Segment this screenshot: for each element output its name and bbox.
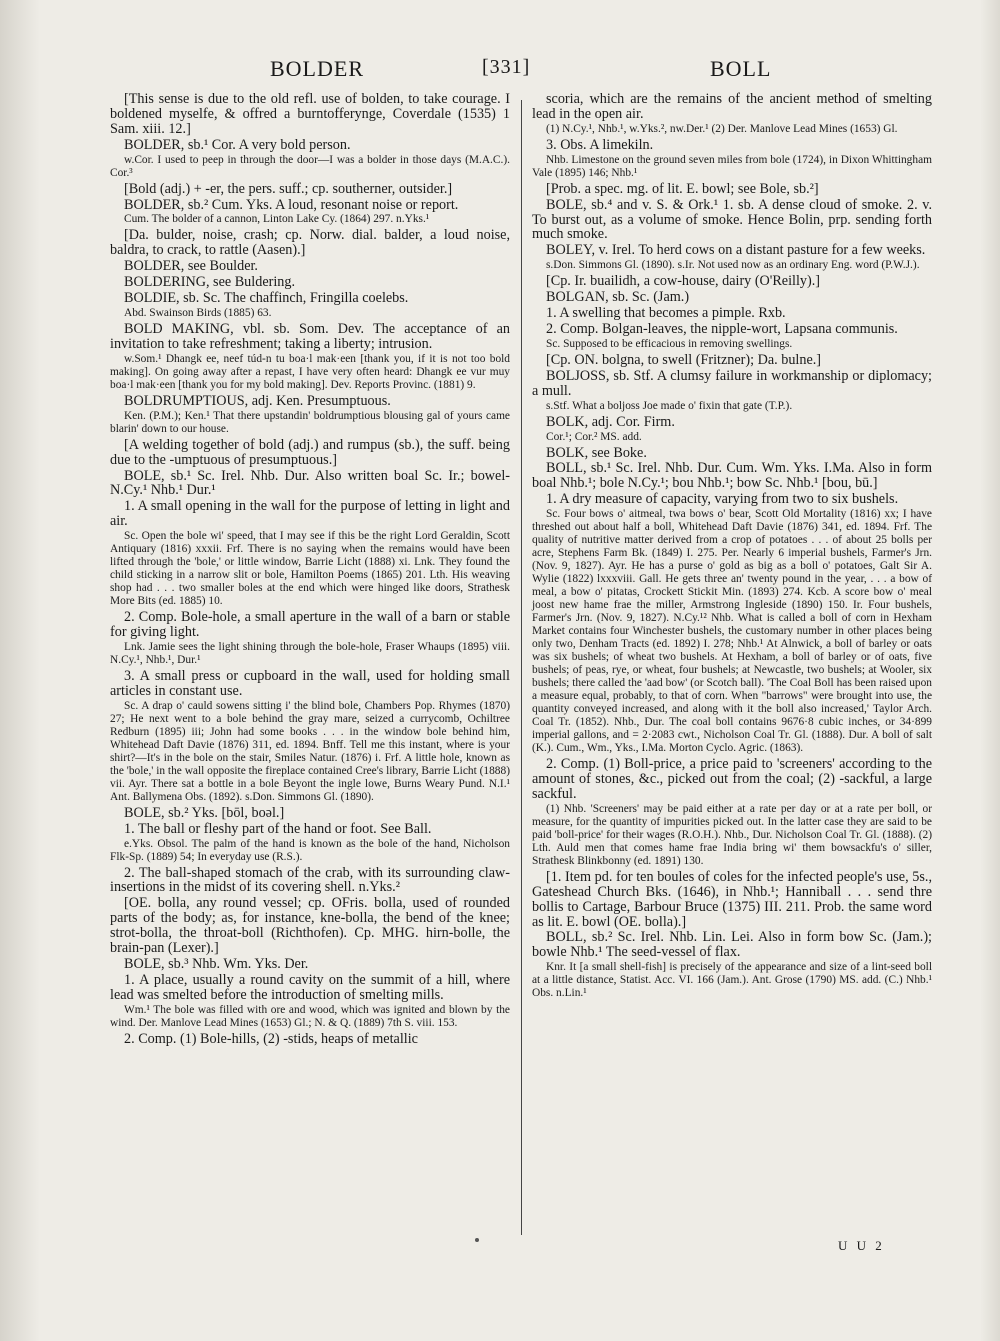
entry-paragraph: BOLDER, sb.² Cum. Yks. A loud, resonant noise or report. — [124, 196, 459, 213]
entry-paragraph: BOLD MAKING, vbl. sb. Som. Dev. The acceptance of an invitation to take refreshment; taking a liberty; intrusion. — [110, 320, 510, 352]
entry-paragraph: [1. Item pd. for ten boules of coles for the infected people's use, 5s., Gateshead Church Bks. (1646), in Nhb.¹; Hanniball . . . send thre bollis to Cartage, Barbour Bruce (1375) III. 211. Prob. the same word as lit. E. bowl (OE. bolla).] — [532, 868, 932, 930]
entry-paragraph: [Cp. Ir. buailidh, a cow-house, dairy (O'Reilly).] — [546, 273, 821, 290]
page-shadow-right — [980, 0, 1000, 1341]
entry-paragraph: BOLJOSS, sb. Stf. A clumsy failure in workmanship or diplomacy; a mull. — [532, 367, 932, 399]
entry-paragraph: 1. A place, usually a round cavity on the summit of a hill, where lead was smelted before the introduction of smelting mills. — [110, 971, 510, 1003]
citation-paragraph: Abd. Swainson Birds (1885) 63. — [124, 306, 272, 319]
entry-paragraph: 2. Comp. Bole-hole, a small aperture in the wall of a barn or stable for giving light. — [110, 609, 510, 641]
citation-paragraph: w.Cor. I used to peep in through the door—I was a bolder in those days (M.A.C.). Cor.³ — [110, 153, 510, 179]
entry-paragraph: [OE. bolla, any round vessel; cp. OFris. bolla, used of rounded parts of the body; as, for instance, kne-bolla, the bend of the knee; strot-bolla, the throat-boll (Richthofen). Cp. MHG. hirn-bolle, the brain-pan (Lexer).] — [110, 895, 510, 957]
citation-paragraph: Nhb. Limestone on the ground seven miles from bole (1724), in Dixon Whittingham Vale (1895) 146; Nhb.¹ — [532, 153, 932, 179]
page-number: [331] — [482, 56, 531, 78]
signature-mark: U U 2 — [838, 1238, 885, 1253]
entry-paragraph: BOLDIE, sb. Sc. The chaffinch, Fringilla coelebs. — [124, 290, 409, 307]
entry-paragraph: BOLK, adj. Cor. Firm. — [546, 413, 675, 430]
entry-paragraph: BOLL, sb.¹ Sc. Irel. Nhb. Dur. Cum. Wm. Yks. I.Ma. Also in form boal Nhb.¹; bole N.Cy.¹; bou Nhb.¹; bow Sc. Nhb.¹ [bou, bū.] — [532, 460, 932, 492]
right-column — [532, 92, 932, 1002]
entry-paragraph: 2. Comp. (1) Boll-price, a price paid to 'screeners' according to the amount of stones, &c., picked out from the coal; (2) -sackful, a large sackful. — [532, 756, 932, 802]
citation-paragraph: s.Don. Simmons Gl. (1890). s.Ir. Not used now as an ordinary Eng. word (P.W.J.). — [546, 259, 920, 272]
entry-paragraph: BOLDER, see Boulder. — [124, 258, 258, 275]
entry-paragraph: 2. Comp. (1) Bole-hills, (2) -stids, heaps of metallic — [124, 1030, 418, 1047]
citation-paragraph: Sc. Four bows o' aitmeal, twa bows o' bear, Scott Old Mortality (1816) xx; I have threshed out about half a boll, Whitehead Daft Davie (1876) 341, ed. 1894. Frf. The quality of nutritive matter derived from a crop of potatoes . . . of about 25 bolls per acre, Stephens Farm Bk. (1849) I. 275. Per. Nearly 6 imperial bushels, Farmer's Jrn. (Nov. 9, 1827). Ayr. He has a purse o' gold as big as a boll o' potatoes, Galt Sir A. Wylie (1822) lxxxviii. Gall. He gets three an' twenty pound in the year, . . . a bow of meal, a bow o' pitatas, Crockett Stickit Min. (1893) 274. Kcb. A score bow o' meal joost new hame frae the miller, Armstrong Ingleside (1890) 150. Ir. Four bushels, Farmer's Jrn. (Nov. 9, 1827). N.Cy.¹² Nhb. What is called a boll of corn in Hexham Market contains four Winchester bushels, the customary number in other places being only two, Denham Tracts (ed. 1892) I. 278; Nhb.¹ At Alnwick, a boll of barley or oats was six bushels; of wheat two bushels. At Hexham, a boll of barley or of oats, five bushels; of peas, rye, or wheat, four bushels; at Newcastle, two bushels; at Wooler, six bushels; there called the 'aad bow' (or Scotch ball). 'The Coal Boll has been raised upon a measure equal, probably, to that of corn. When "barrows" were brought into use, the quantity conveyed increased, and along with it the boll also increased,' Taylor Arch. Coal Tr. (1852). Nhb., Dur. The coal boll contains 9676·8 cubic inches, or 34·899 imperial gallons, and = 2·2083 cwt., Nicholson Coal Tr. Gl. (1888). Dur. A boll of salt (K.). Cum., Wm., Yks., I.Ma. Morton Cyclo. Agric. (1863). — [532, 508, 932, 755]
entry-paragraph: [Prob. a spec. mg. of lit. E. bowl; see Bole, sb.²] — [546, 180, 819, 197]
citation-paragraph: e.Yks. Obsol. The palm of the hand is known as the bole of the hand, Nicholson Flk-Sp. (1889) 54; In everyday use (R.S.). — [110, 837, 510, 863]
page-shadow-left — [0, 0, 40, 1341]
citation-paragraph: w.Som.¹ Dhangk ee, neef túd-n tu boa·l mak·een [thank you, if it is not too bold making]. On going away after a repast, I have very often heard: Dhangk ee vur muy boa·l mak·een [thank you for my bold making]. Dev. Reports Provinc. (1881) 9. — [110, 352, 510, 391]
citation-paragraph: Knr. It [a small shell-fish] is precisely of the appearance and size of a lint-seed boll at a little distance, Statist. Acc. VI. 166 (Jam.). Ant. Grose (1790) MS. add. (C.) Nhb.¹ Obs. n.Lin.¹ — [532, 961, 932, 1000]
entry-paragraph: [A welding together of bold (adj.) and rumpus (sb.), the suff. being due to the -umptuous of presumptuous.] — [110, 436, 510, 468]
entry-paragraph: [Cp. ON. bolgna, to swell (Fritzner); Da. bulne.] — [546, 351, 822, 368]
citation-paragraph: Ken. (P.M.); Ken.¹ That there upstandin' boldrumptious blousing gal of yours came blarin' down to our house. — [110, 409, 510, 435]
left-column — [110, 92, 510, 1048]
entry-paragraph: BOLL, sb.² Sc. Irel. Nhb. Lin. Lei. Also in form bow Sc. (Jam.); bowle Nhb.¹ The seed-vessel of flax. — [532, 929, 932, 961]
entry-paragraph: [Bold (adj.) + -er, the pers. suff.; cp. southerner, outsider.] — [124, 180, 453, 197]
entry-paragraph: 1. A swelling that becomes a pimple. Rxb. — [546, 305, 786, 322]
entry-paragraph: 1. A dry measure of capacity, varying from two to six bushels. — [546, 491, 899, 508]
entry-paragraph: BOLGAN, sb. Sc. (Jam.) — [546, 289, 690, 306]
entry-paragraph: BOLEY, v. Irel. To herd cows on a distant pasture for a few weeks. — [546, 242, 926, 259]
entry-paragraph: [This sense is due to the old refl. use of bolden, to take courage. I boldened myselfe, & offred a burntofferynge, Coverdale (1535) 1 Sam. xiii. 12.] — [110, 91, 510, 137]
entry-paragraph: scoria, which are the remains of the ancient method of smelting lead in the open air. — [532, 91, 932, 122]
citation-paragraph: Sc. Open the bole wi' speed, that I may see if this be the right Lord Geraldin, Scott Antiquary (1816) xxxii. Frf. There is no saying when the remains would have been lifted through the 'bole,' or little window, Barrie Licht (1888) xi. Lnk. They found the child sticking in a narrow slit or bole, Hamilton Poems (1865) 201. Lth. His weaving shop had . . . two smaller boles at the end which were hinged like doors, Strathesk More Bits (ed. 1885) 10. — [110, 530, 510, 608]
entry-paragraph: 3. A small press or cupboard in the wall, used for holding small articles in constant use. — [110, 667, 510, 699]
entry-paragraph: BOLE, sb.⁴ and v. S. & Ork.¹ 1. sb. A dense cloud of smoke. 2. v. To burst out, as a volume of smoke. Hence Bolin, prp. sending forth much smoke. — [532, 196, 932, 243]
entry-paragraph: 2. The ball-shaped stomach of the crab, with its surrounding claw-insertions in the midst of its covering shell. n.Yks.² — [110, 864, 510, 896]
entry-paragraph: BOLE, sb.³ Nhb. Wm. Yks. Der. — [124, 956, 309, 972]
citation-paragraph: s.Stf. What a boljoss Joe made o' fixin that gate (T.P.). — [546, 399, 793, 412]
entry-paragraph: 3. Obs. A limekiln. — [546, 136, 654, 153]
entry-paragraph: BOLDRUMPTIOUS, adj. Ken. Presumptuous. — [124, 392, 391, 409]
entry-paragraph: BOLDERING, see Buldering. — [124, 274, 296, 291]
entry-paragraph: 1. The ball or fleshy part of the hand or foot. See Ball. — [124, 820, 432, 837]
ink-dot — [475, 1238, 479, 1242]
column-rule — [521, 100, 522, 1235]
entry-paragraph: 2. Comp. Bolgan-leaves, the nipple-wort, Lapsana communis. — [546, 320, 898, 337]
citation-paragraph: Cum. The bolder of a cannon, Linton Lake Cy. (1864) 297. n.Yks.¹ — [124, 213, 430, 226]
entry-paragraph: BOLE, sb.¹ Sc. Irel. Nhb. Dur. Also written boal Sc. Ir.; bowel- N.Cy.¹ Nhb.¹ Dur.¹ — [110, 467, 510, 499]
citation-paragraph: Cor.¹; Cor.² MS. add. — [546, 430, 642, 443]
header-left-word: BOLDER — [270, 56, 364, 81]
running-head — [110, 56, 870, 96]
header-right-word: BOLL — [710, 56, 772, 81]
citation-paragraph: Sc. Supposed to be efficacious in removing swellings. — [546, 337, 793, 350]
entry-paragraph: 1. A small opening in the wall for the purpose of letting in light and air. — [110, 498, 510, 530]
entry-paragraph: BOLDER, sb.¹ Cor. A very bold person. — [124, 136, 351, 153]
citation-paragraph: (1) Nhb. 'Screeners' may be paid either at a rate per day or at a rate per boll, or measure, for the quantity of impurities picked out. In the latter case they are said to be paid 'boll-price' for their wages (R.O.H.). Nhb., Dur. Nicholson Coal Tr. Gl. (1888). (2) Lth. Auld men that comes hame frae India bring wi' them bowsackfu's o' siller, Strathesk Blinkbonny (ed. 1891) 130. — [532, 802, 932, 867]
entry-paragraph: BOLK, see Boke. — [546, 444, 647, 461]
entry-paragraph: [Da. bulder, noise, crash; cp. Norw. dial. balder, a loud noise, baldra, to crack, to rattle (Aasen).] — [110, 227, 510, 259]
citation-paragraph: Wm.¹ The bole was filled with ore and wood, which was ignited and blown by the wind. Der. Manlove Lead Mines (1653) Gl.; N. & Q. (1889) 7th S. viii. 153. — [110, 1003, 510, 1029]
citation-paragraph: Lnk. Jamie sees the light shining through the bole-hole, Fraser Whaups (1895) viii. N.Cy.¹, Nhb.¹, Dur.¹ — [110, 640, 510, 666]
entry-paragraph: BOLE, sb.² Yks. [bōl, boəl.] — [124, 804, 285, 821]
citation-paragraph: (1) N.Cy.¹, Nhb.¹, w.Yks.², nw.Der.¹ (2) Der. Manlove Lead Mines (1653) Gl. — [546, 122, 898, 135]
citation-paragraph: Sc. A drap o' cauld sowens sitting i' the blind bole, Chambers Pop. Rhymes (1870) 27; He next went to a bole behind the gray mare, seized a currycomb, Ochiltree Redburn (1895) iii; John had some books . . . in the window bole behind him, Whitehead Daft Davie (1876) 311, ed. 1894. Bnff. Tell me this instant, where is your shirt?—It's in the bole on the stair, Smiles Natur. (1876) i. Frf. A little hole, known as the 'bole,' in the wall opposite the fireplace contained Cree's library, Barrie Licht (1888) vii. Ayr. There sat a bottle in a bole Beyont the ingle lowe, Burns Weary Pund. N.I.¹ Ant. Ballymena Obs. (1892). s.Don. Simmons Gl. (1890). — [110, 699, 510, 803]
